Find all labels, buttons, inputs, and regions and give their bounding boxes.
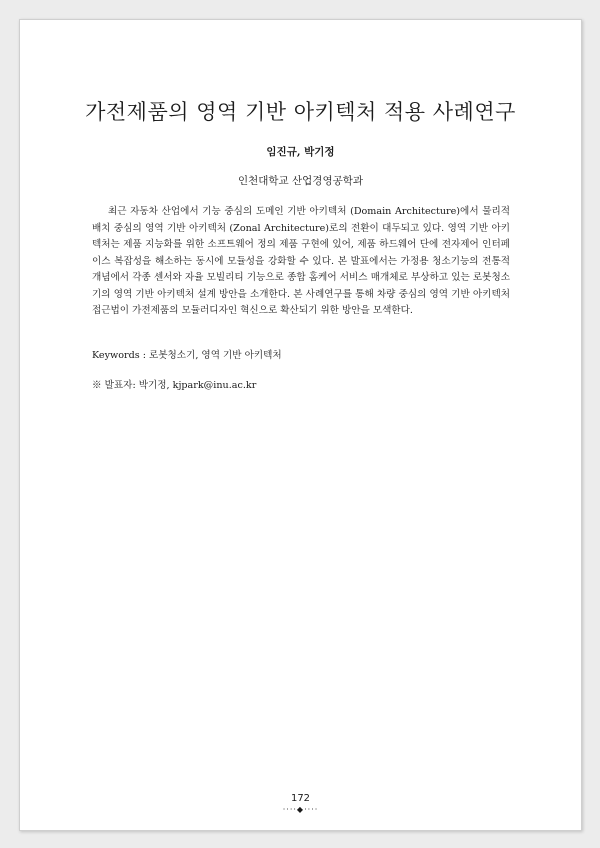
keywords-line xyxy=(92,347,510,361)
page-number: 172 xyxy=(290,793,311,804)
keywords-label: Keywords xyxy=(92,350,140,361)
footer-ornament: ····◆···· xyxy=(282,805,319,814)
abstract-paragraph: 최근 자동차 산업에서 기능 중심의 도메인 기반 아키텍처 (Domain Architecture)에서 물리적 배치 중심의 영역 기반 아키텍처 (Zonal Architecture)로의 전환이 대두되고 있다. 영역 기반 아키텍처는 제품 지능화를 위한 소프트웨어 정의 제품 구현에 있어, 제품 하드웨어 단에 전자제어 인터페이스 복잡성을 해소하는 동시에 모듈성을 강화할 수 있다. 본 발표에서는 가정용 청소기능의 전통적 개념에서 각종 센서와 자율 모빌리티 기능으로 종합 홈케어 서비스 매개체로 부상하고 있는 로봇청소기의 영역 기반 아키텍처 설계 방안을 소개한다. 본 사례연구를 통해 차량 중심의 영역 기반 아키텍처 접근법이 가전제품의 모듈러디자인 혁신으로 확산되기 위한 방안을 모색한다. xyxy=(92,206,510,316)
keywords-separator: : xyxy=(139,350,149,361)
affiliation: 인천대학교 산업경영공학과 xyxy=(237,175,364,187)
presenter-note: ※ 발표자: 박기정, kjpark@inu.ac.kr xyxy=(92,380,257,391)
keywords-value: 로봇청소기, 영역 기반 아키텍처 xyxy=(149,350,282,361)
page-footer xyxy=(20,793,581,814)
author-list: 임진규, 박기정 xyxy=(266,146,335,158)
paper-title: 가전제품의 영역 기반 아키텍처 적용 사례연구 xyxy=(85,100,516,124)
paper-page xyxy=(19,19,582,831)
